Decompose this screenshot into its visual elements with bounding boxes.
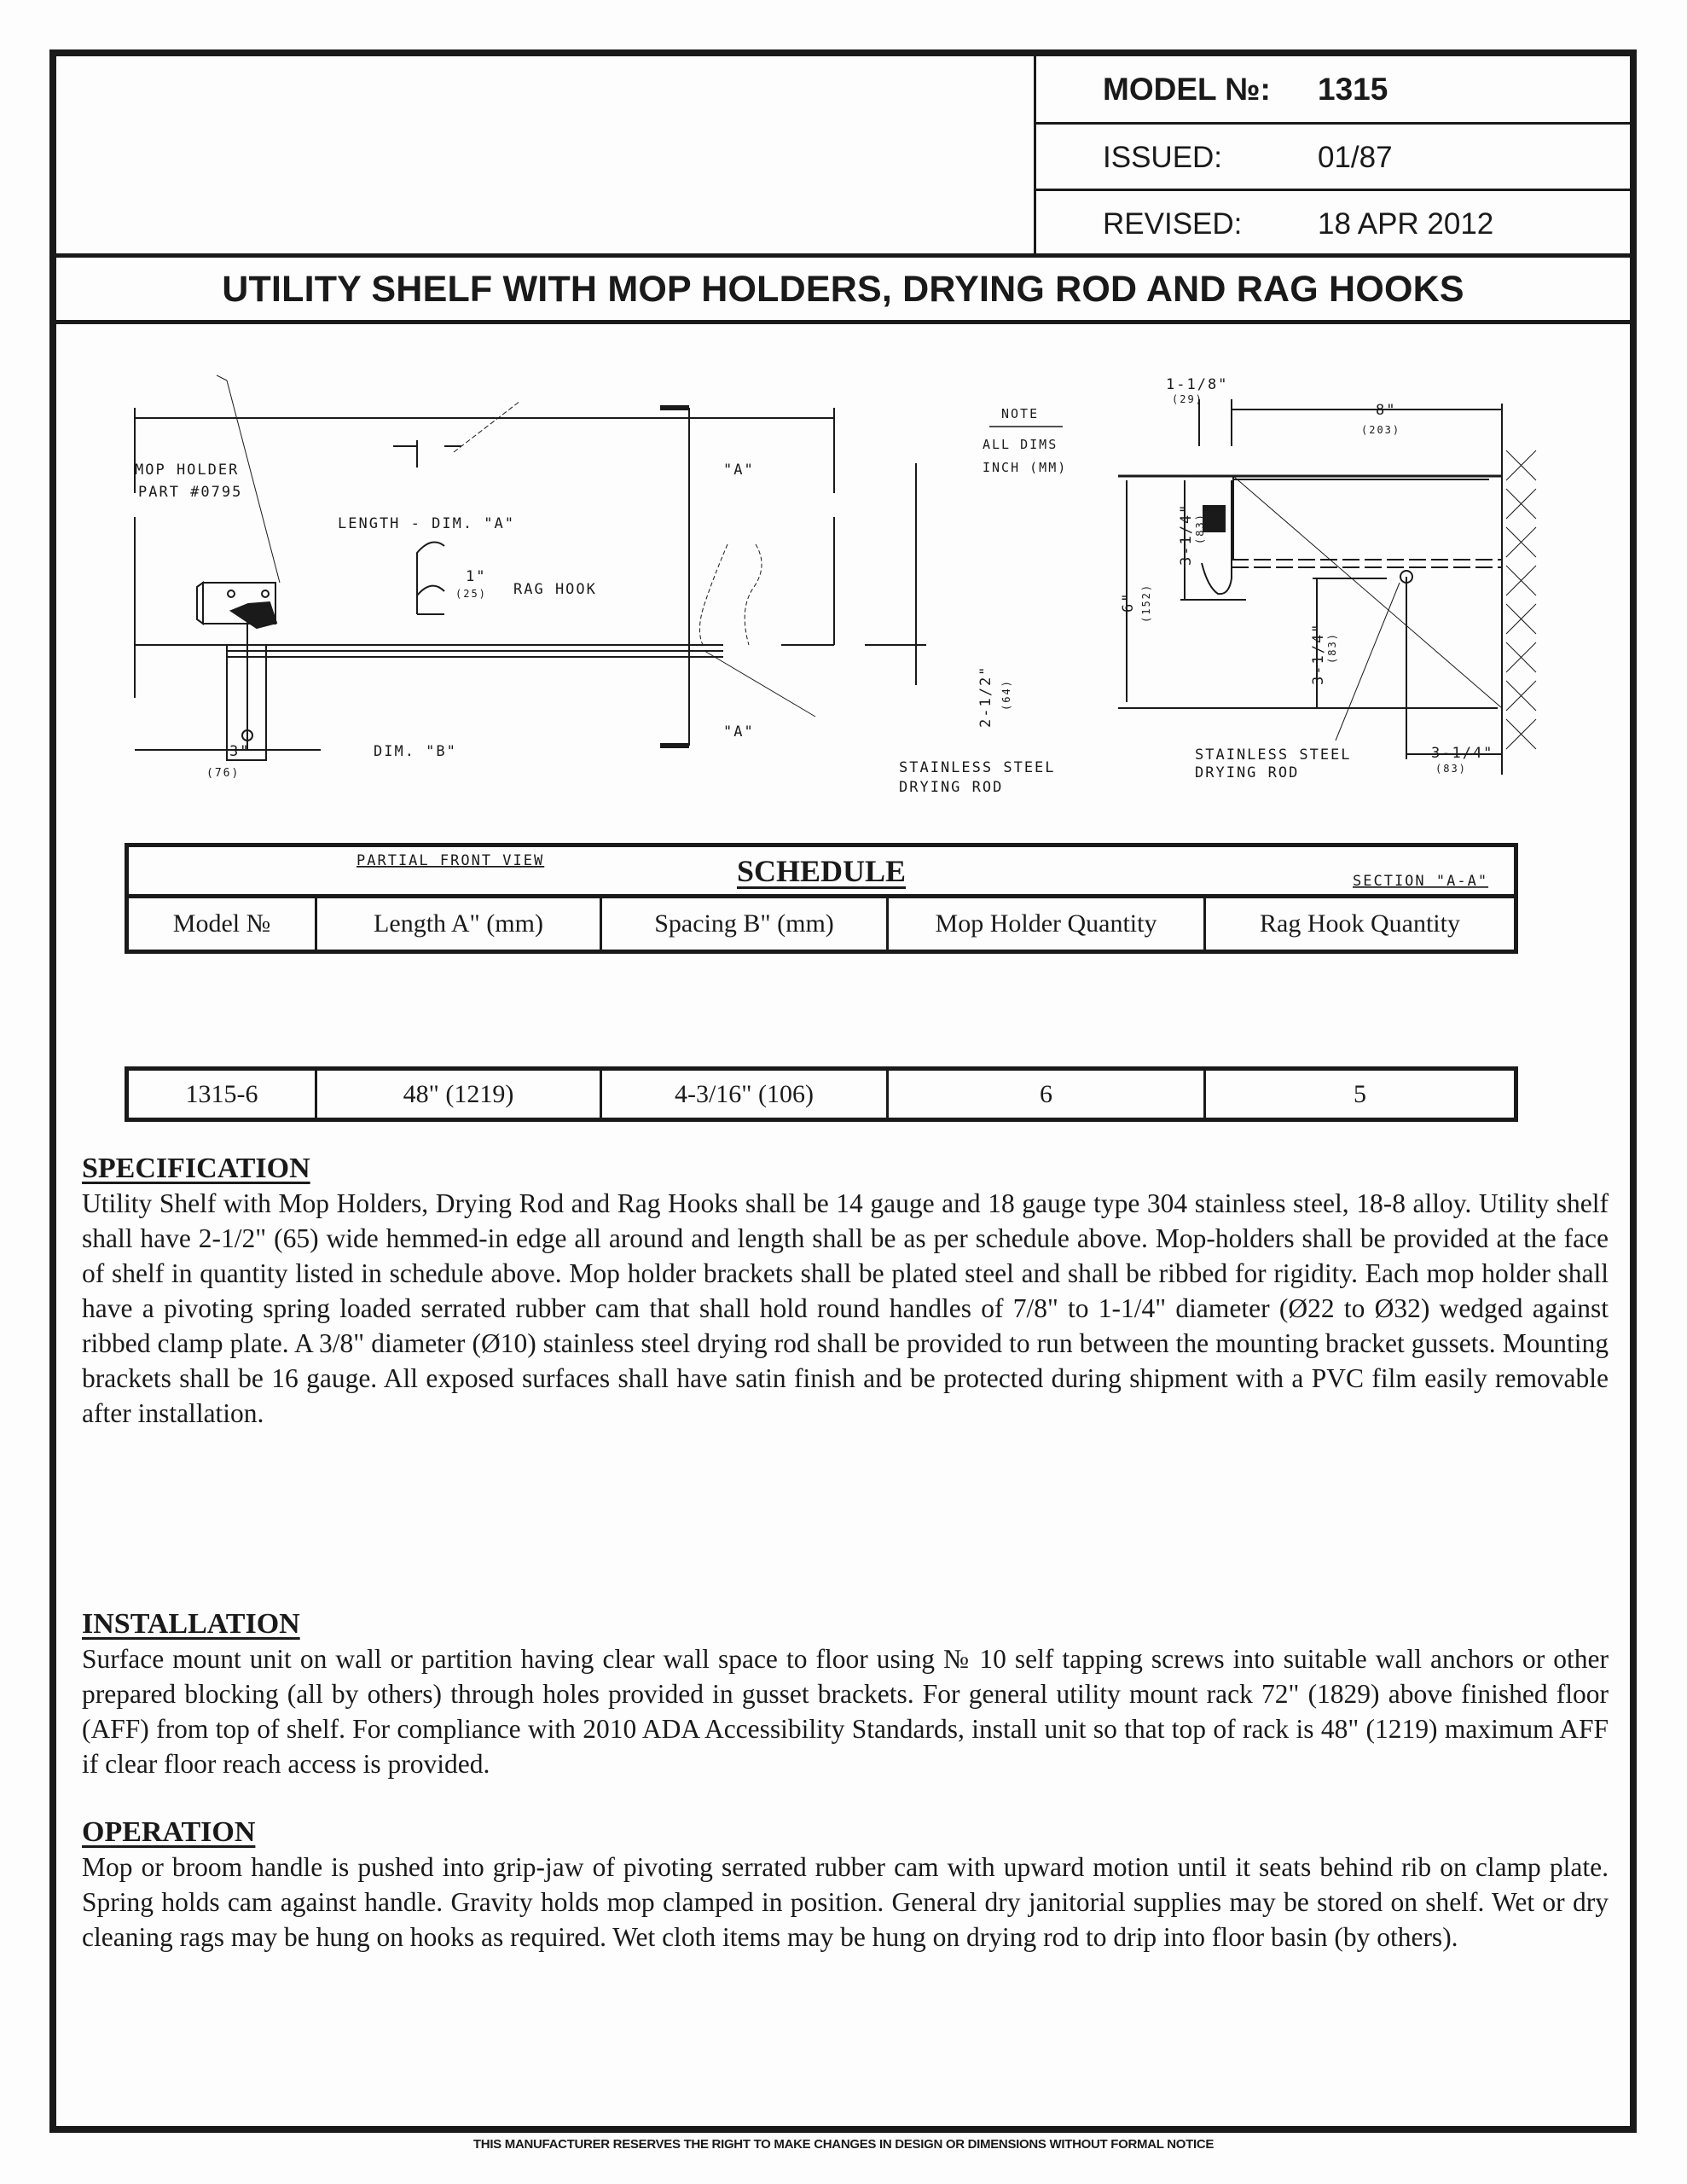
section-dim-front-mm: (29) <box>1172 393 1203 405</box>
section-dim-holder-mm: (83) <box>1194 513 1206 544</box>
section-dim-front: 1-1/8" <box>1166 376 1229 393</box>
table-cell: 5 <box>1203 1071 1514 1118</box>
technical-drawing <box>56 322 1630 903</box>
drawing-svg <box>56 322 1630 903</box>
column-header: Mop Holder Quantity <box>886 898 1203 950</box>
section-dim-rod-wall: 3-1/4" <box>1431 745 1494 762</box>
model-number-value: 1315 <box>1318 71 1388 107</box>
revised-label: REVISED: <box>1103 206 1243 241</box>
installation-heading: INSTALLATION <box>82 1608 300 1640</box>
operation-body: Mop or broom handle is pushed into grip-jaw of pivoting serrated rubber cam with upward motion until it seats behind rib on clamp plate. Spring holds cam against handle. Gravity holds mop clamped in position. General dry janitorial supplies may be stored on shelf. Wet or dry cleaning rags may be hung on hooks as required. Wet cloth items may be hung on drying rod to drip into floor basin (by others). <box>82 1852 1609 1952</box>
issued-row <box>1036 125 1630 190</box>
installation-body: Surface mount unit on wall or partition having clear wall space to floor using № 10 self tapping screws into suitable wall anchors or other prepared blocking (all by others) through holes provided in gusset brackets. For general utility mount rack 72" (1829) above finished floor (AFF) from top of shelf. For compliance with 2010 ADA Accessibility Standards, install unit so that top of rack is 48" (1219) maximum AFF if clear floor reach access is provided. <box>82 1644 1609 1779</box>
specification-heading: SPECIFICATION <box>82 1153 310 1184</box>
column-header: Spacing B" (mm) <box>600 898 886 950</box>
mop-holder-label: MOP HOLDER <box>135 462 240 479</box>
drying-rod-label-2: DRYING ROD <box>899 779 1004 796</box>
note-line-1: ALL DIMS <box>983 437 1058 452</box>
document-title: UTILITY SHELF WITH MOP HOLDERS, DRYING ROD AND RAG HOOKS <box>222 268 1464 310</box>
table-row <box>129 1071 1514 1118</box>
model-number-label: MODEL №: <box>1103 71 1271 107</box>
mop-holder-part-label: PART #0795 <box>138 484 243 501</box>
revised-value: 18 APR 2012 <box>1318 206 1494 241</box>
height-dim-mm: (64) <box>1000 679 1012 711</box>
schedule-title: SCHEDULE <box>129 847 1514 898</box>
issued-value: 01/87 <box>1318 140 1393 174</box>
model-number-row <box>1036 56 1630 122</box>
rag-hook-dim-mm: (25) <box>455 588 487 600</box>
section-dim-holder: 3-1/4" <box>1178 502 1195 566</box>
front-view-title: PARTIAL FRONT VIEW <box>357 852 545 869</box>
operation-section <box>82 1815 1609 1955</box>
section-dim-height-mm: (152) <box>1140 583 1152 623</box>
specification-section <box>82 1152 1609 1431</box>
issued-label: ISSUED: <box>1103 140 1223 174</box>
operation-heading: OPERATION <box>82 1816 256 1848</box>
section-marker-bottom: "A" <box>723 723 755 741</box>
length-dim-label: LENGTH - DIM. "A" <box>338 515 515 532</box>
left-dim-mm: (76) <box>206 767 241 780</box>
section-drying-rod-label: STAINLESS STEEL <box>1195 746 1352 764</box>
column-header: Rag Hook Quantity <box>1203 898 1514 950</box>
section-dim-depth-mm: (203) <box>1361 424 1401 436</box>
table-cell: 1315-6 <box>185 1079 258 1108</box>
section-dim-rod-height: 3-1/4" <box>1310 622 1327 685</box>
column-header: Length A" (mm) <box>315 898 600 950</box>
schedule-table <box>125 843 1518 954</box>
schedule-data-table <box>125 1066 1518 1122</box>
revised-row <box>1036 191 1630 257</box>
section-view-title: SECTION "A-A" <box>1353 873 1489 890</box>
height-dim: 2-1/2" <box>977 665 994 728</box>
column-header: Model № <box>172 909 271 938</box>
table-cell: 6 <box>886 1071 1203 1118</box>
note-title: NOTE <box>1001 406 1040 421</box>
note-line-2: INCH (MM) <box>983 460 1068 475</box>
table-cell: 48" (1219) <box>315 1071 600 1118</box>
section-dim-rod-height-mm: (83) <box>1326 632 1338 664</box>
installation-section <box>82 1607 1609 1781</box>
rag-hook-dim: 1" <box>466 568 487 585</box>
footer-disclaimer: THIS MANUFACTURER RESERVES THE RIGHT TO MAKE CHANGES IN DESIGN OR DIMENSIONS WITHOUT FORMAL NOTICE <box>472 2137 1215 2152</box>
section-dim-rod-wall-mm: (83) <box>1435 763 1467 775</box>
section-marker-top: "A" <box>723 462 755 479</box>
rag-hook-label: RAG HOOK <box>513 581 597 598</box>
specification-body: Utility Shelf with Mop Holders, Drying Rod and Rag Hooks shall be 14 gauge and 18 gauge type 304 stainless steel, 18-8 alloy. Utility shelf shall have 2-1/2" (65) wide hemmed-in edge all around and length shall be as per schedule above. Mop-holders shall be provided at the face of shelf in quantity listed in schedule above. Mop holder brackets shall be plated steel and shall be ribbed for rigidity. Each mop holder shall have a pivoting spring loaded serrated rubber cam that shall hold round handles of 7/8" to 1-1/4" diameter (Ø22 to Ø32) wedged against ribbed clamp plate. A 3/8" diameter (Ø10) stainless steel drying rod shall be provided to run between the mounting bracket gussets. Mounting brackets shall be 16 gauge. All exposed surfaces shall have satin finish and be protected during shipment with a PVC film easily removable after installation. <box>82 1188 1609 1428</box>
section-drying-rod-label-2: DRYING ROD <box>1195 764 1300 781</box>
section-dim-height: 6" <box>1120 591 1137 613</box>
table-cell: 4-3/16" (106) <box>600 1071 886 1118</box>
schedule-header-row <box>129 898 1514 950</box>
spacing-dim: DIM. "B" <box>374 743 457 760</box>
left-dim: 3" <box>229 743 251 760</box>
drying-rod-label: STAINLESS STEEL <box>899 759 1056 776</box>
section-dim-depth: 8" <box>1376 402 1397 419</box>
